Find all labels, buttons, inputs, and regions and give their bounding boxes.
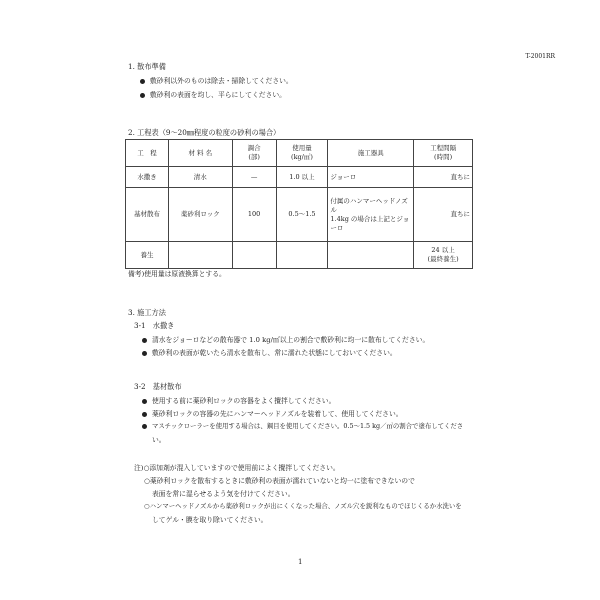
section-3-heading: 3. 施工方法 <box>128 308 166 317</box>
table-header-row <box>126 140 473 167</box>
table-note: 備考)使用量は原液換算とする。 <box>128 270 226 278</box>
table-cell: 養生 <box>126 242 169 269</box>
table-cell: 付属のハンマーヘッドノズル 1.4kg の場合は上記とジョ ーロ <box>328 188 414 242</box>
note-line-5: してゲル・膜を取り除いてください。 <box>152 516 268 524</box>
table-row <box>126 242 473 269</box>
table-header-cell: 施工器具 <box>328 140 414 167</box>
table-cell: 0.5〜1.5 <box>276 188 328 242</box>
sec1-bullet-2: 敷砂利の表面を均し、平らにしてください。 <box>140 89 286 99</box>
document-id: T-2001RR <box>525 53 555 60</box>
table-cell: 清水 <box>168 167 232 188</box>
table-row <box>126 167 473 188</box>
section-1-heading: 1. 散布準備 <box>128 62 166 71</box>
subsection-3-2-heading: 3-2 基材散布 <box>134 382 182 391</box>
sec3-2-bullet-1: 使用する前に薬砂利ロックの容器をよく攪拌してください。 <box>142 395 335 405</box>
sec3-2-bullet-3-continuation: い。 <box>152 436 166 444</box>
table-cell: 24 以上 (最終養生) <box>414 242 473 269</box>
table-header-cell: 工 程 <box>126 140 169 167</box>
note-line-1: 注)○添加剤が混入していますので使用前によく攪拌してください。 <box>134 464 340 472</box>
table-cell: 水撒き <box>126 167 169 188</box>
table-header-cell: 工程間隔 (時間) <box>414 140 473 167</box>
sec3-1-bullet-1: 清水をジョーロなどの散布器で 1.0 kg/㎡以上の割合で敷砂利に均一に散布してください。 <box>142 334 429 344</box>
bullet-dot-icon <box>140 79 145 84</box>
table-cell: 100 <box>232 188 276 242</box>
subsection-3-1-heading: 3-1 水撒き <box>134 321 175 330</box>
bullet-dot-icon <box>140 93 145 98</box>
note-line-4: ○ハンマーヘッドノズルから薬砂利ロックが出にくくなった場合、ノズル穴を鋭利なものでほじくるか水洗いを <box>144 502 462 510</box>
table-cell <box>168 242 232 269</box>
sec1-bullet-1: 敷砂利以外のものは除去・掃除してください。 <box>140 75 293 85</box>
table-cell: — <box>232 167 276 188</box>
note-line-2: ○薬砂利ロックを散布するときに敷砂利の表面が濡れていないと均一に塗布できないので <box>144 477 415 485</box>
table-cell: 基材散布 <box>126 188 169 242</box>
table-cell: ジョーロ <box>328 167 414 188</box>
section-2-heading: 2. 工程表（9〜20㎜程度の粒度の砂利の場合） <box>128 128 281 137</box>
table-row <box>126 188 473 242</box>
sec3-2-bullet-3: マスチックローラーを使用する場合は、鋼目を使用してください。0.5〜1.5 kg／㎡の割合で塗布してくださ <box>142 421 463 430</box>
note-line-3: 表面を常に湿らせるよう気を付けてください。 <box>152 490 295 498</box>
bullet-dot-icon <box>142 351 147 356</box>
bullet-dot-icon <box>142 412 147 417</box>
process-table <box>125 139 473 269</box>
table-cell: 薬砂利ロック <box>168 188 232 242</box>
page-number: 1 <box>298 558 303 566</box>
table-cell <box>276 242 328 269</box>
table-header-cell: 調合 (部) <box>232 140 276 167</box>
table-cell <box>328 242 414 269</box>
table-header-cell: 使用量 (kg/㎡) <box>276 140 328 167</box>
sec3-1-bullet-2: 敷砂利の表面が乾いたら清水を散布し、常に濡れた状態にしておいてください。 <box>142 347 397 357</box>
bullet-dot-icon <box>142 424 147 429</box>
bullet-dot-icon <box>142 399 147 404</box>
table-cell <box>232 242 276 269</box>
bullet-dot-icon <box>142 338 147 343</box>
table-cell: 直ちに <box>414 167 473 188</box>
table-header-cell: 材 料 名 <box>168 140 232 167</box>
table-cell: 直ちに <box>414 188 473 242</box>
sec3-2-bullet-2: 薬砂利ロックの容器の先にハンマーヘッドノズルを装着して、使用してください。 <box>142 408 403 418</box>
table-cell: 1.0 以上 <box>276 167 328 188</box>
